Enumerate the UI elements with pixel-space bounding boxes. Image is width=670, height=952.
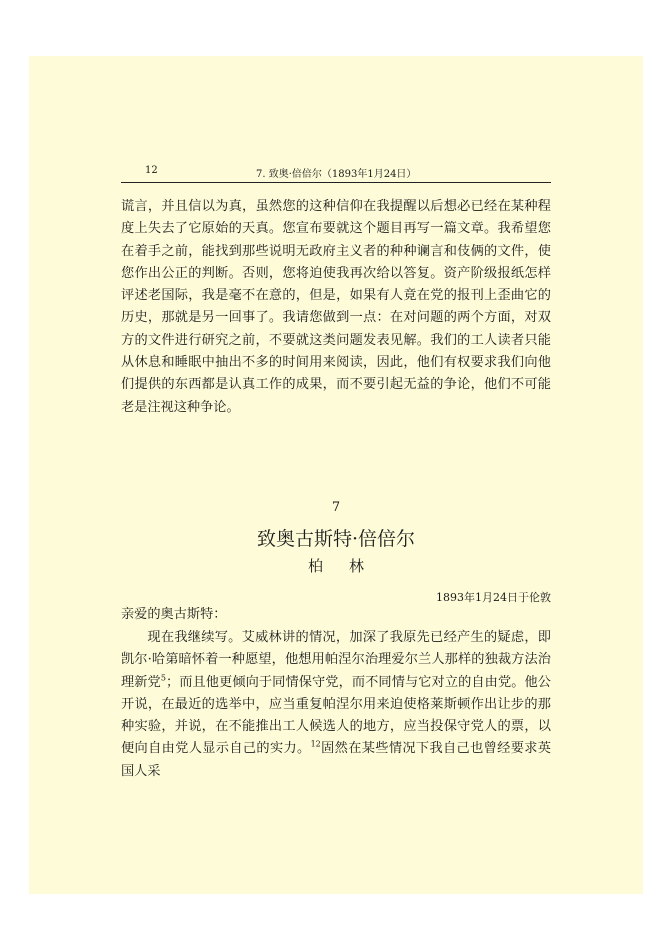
letter-paragraph [121,627,551,783]
letter-date-line: 1893年1月24日于伦敦 [436,591,551,604]
previous-letter-paragraph: 谎言，并且信以为真，虽然您的这种信仰在我提醒以后想必已经在某种程度上失去了它原始的天真。您宣布要就这个题目再写一篇文章。我希望您在着手之前，能找到那些说明无政府主义者的种种谰言和伎俩的文件，使您作出公正的判断。否则，您将迫使我再次给以答复。资产阶级报纸怎样评述老国际，我是毫不在意的，但是，如果有人竟在党的报刊上歪曲它的历史，那就是另一回事了。我请您做到一点：在对问题的两个方面，对双方的文件进行研究之前，不要就这类问题发表见解。我们的工人读者只能从休息和睡眠中抽出不多的时间用来阅读，因此，他们有权要求我们向他们提供的东西都是认真工作的成果，而不要引起无益的争论，他们不可能老是注视这种争论。 [121,199,551,415]
running-head-title: 7. 致奥·倍倍尔（1893年1月24日） [256,169,417,180]
paragraph-text-part: 现在我继续写。艾威林讲的情况，加深了我原先已经产生的疑虑，即凯尔·哈第暗怀着一种愿望，他想用帕涅尔治理爱尔兰人那样的独裁方法治理新党 [121,630,551,690]
running-head [121,162,551,183]
paragraph-text-part: ；而且他更倾向于同情保守党，而不同情与它对立的自由党。他公开说，在最近的选举中，应当重复帕涅尔用来迫使格莱斯顿作出让步的那种实验，并说，在不能推出工人候选人的地方，应当投保守党人的票，以便向自由党人显示自己的实力。 [121,674,551,757]
paragraph-text-part: 固然在某些情况下我自己也曾经要求英国人采 [121,741,551,779]
footnote-ref-5[interactable]: 5 [160,673,166,683]
page-number: 12 [145,165,158,176]
previous-letter-continuation [121,196,551,419]
letter-number: 7 [331,500,341,515]
footnote-ref-12[interactable]: 12 [310,740,321,750]
letter-recipient-place: 柏林 [307,557,390,575]
letter-title: 致奥古斯特·倍倍尔 [256,528,416,550]
letter-salutation: 亲爱的奥古斯特： [121,607,227,622]
letter-body [121,627,551,783]
